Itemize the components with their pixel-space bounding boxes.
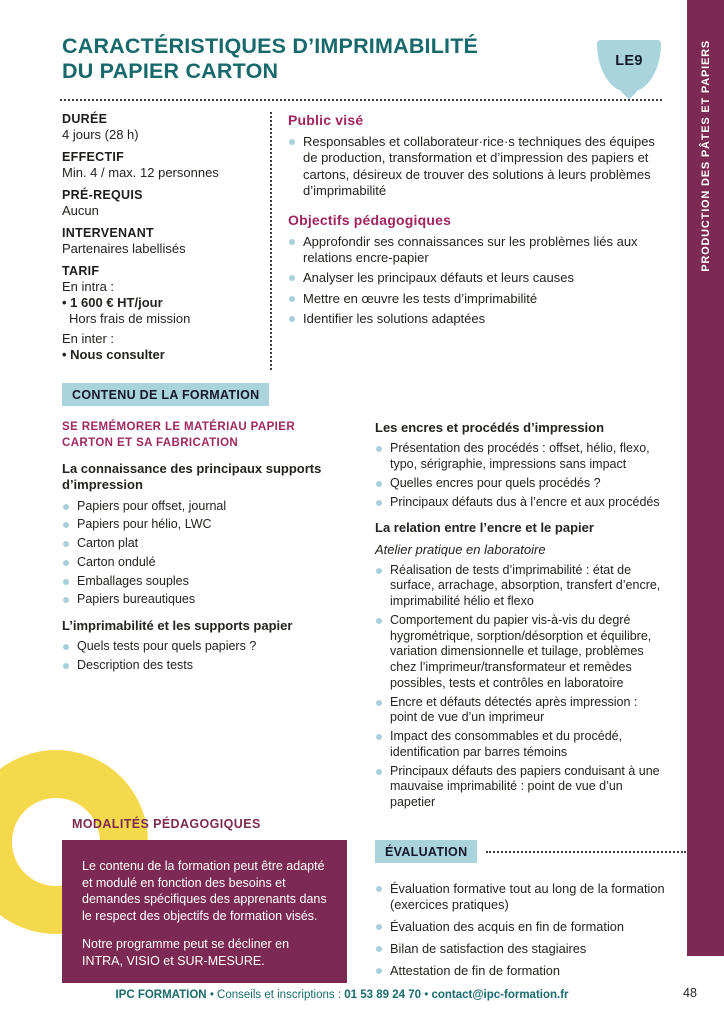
bullet-icon <box>289 139 295 145</box>
header-dotted-rule <box>60 99 662 101</box>
category-label: PRODUCTION DES PÂTES ET PAPIERS <box>699 40 712 272</box>
footer-brand: IPC FORMATION <box>115 989 207 1001</box>
program-list <box>375 441 666 510</box>
evaluation-badge: ÉVALUATION <box>375 840 477 863</box>
bullet-icon <box>376 924 382 930</box>
bullet-text: Quels tests pour quels papiers ? <box>77 639 257 654</box>
footer-email: contact@ipc-formation.fr <box>431 989 569 1001</box>
bullet-icon <box>289 296 295 302</box>
tarif-block <box>62 264 270 362</box>
bullet-item <box>375 563 666 610</box>
bullet-icon <box>376 700 382 706</box>
bullet-icon <box>63 522 69 528</box>
page-number: 48 <box>683 986 697 1000</box>
modalites-paragraph: Le contenu de la formation peut être adapté et modulé en fonction des besoins et demandes spécifiques des apprenants dans le respect des objectifs de formation visés. <box>82 859 327 923</box>
bullet-text: Carton ondulé <box>77 554 156 569</box>
bullet-icon <box>63 579 69 585</box>
bullet-icon <box>376 886 382 892</box>
bullet-icon <box>376 500 382 506</box>
bullet-text: Comportement du papier vis-à-vis du degré hygrométrique, sorption/désorption et équilibre, variation dimensionnelle et tuilage, problèmes chez l’imprimeur/transformateur et remèdes possibles, tests et contrôles en laboratoire <box>390 612 652 690</box>
bullet-text: Impact des consommables et du procédé, identification par barres témoins <box>390 729 623 759</box>
bullet-item <box>62 499 347 515</box>
bullet-item <box>62 639 347 655</box>
bullet-icon <box>63 644 69 650</box>
bullet-icon <box>376 769 382 775</box>
bullet-text: Bilan de satisfaction des stagiaires <box>390 941 587 957</box>
tarif-inter-value: • Nous consulter <box>62 347 270 362</box>
bullet-text: Analyser les principaux défauts et leurs causes <box>303 270 574 286</box>
bullet-text: Mettre en œuvre les tests d’imprimabilité <box>303 290 538 306</box>
bullet-icon <box>376 481 382 487</box>
audience-objectives-column <box>272 112 666 370</box>
fact-item <box>62 226 270 256</box>
contenu-formation-badge: CONTENU DE LA FORMATION <box>62 383 269 406</box>
bullet-icon <box>376 568 382 574</box>
tarif-intra-note: Hors frais de mission <box>69 311 191 326</box>
bullet-item <box>288 234 666 267</box>
fact-label: PRÉ-REQUIS <box>62 188 143 202</box>
bullet-icon <box>289 239 295 245</box>
bullet-text: Approfondir ses connaissances sur les problèmes liés aux relations encre-papier <box>303 233 638 265</box>
public-vise-heading: Public visé <box>288 112 364 128</box>
bullet-icon <box>376 734 382 740</box>
bullet-item <box>288 134 666 200</box>
fact-item <box>62 112 270 142</box>
course-code: LE9 <box>615 53 643 69</box>
bullet-icon <box>63 541 69 547</box>
evaluation-header <box>375 840 686 863</box>
bullet-icon <box>63 560 69 566</box>
program-section-heading: SE REMÉMORER LE MATÉRIAU PAPIER CARTON ET SA FABRICATION <box>62 421 296 449</box>
program-subtitle-italic: Atelier pratique en laboratoire <box>375 541 546 557</box>
bullet-icon <box>289 316 295 322</box>
bullet-text: Papiers pour offset, journal <box>77 498 227 513</box>
bullet-text: Quelles encres pour quels procédés ? <box>390 475 601 490</box>
bullet-icon <box>63 663 69 669</box>
tarif-inter-label: En inter : <box>62 331 115 346</box>
fact-item <box>62 188 270 218</box>
bullet-item <box>375 941 686 957</box>
bullet-text: Présentation des procédés : offset, hélio, flexo, typo, sérigraphie, impressions sans impact <box>390 441 650 471</box>
bullet-item <box>62 592 347 608</box>
facts-list <box>62 112 270 256</box>
fact-value: Min. 4 / max. 12 personnes <box>62 165 219 180</box>
footer-separator: • <box>209 989 214 1001</box>
evaluation-dotted-rule <box>486 851 686 853</box>
footer-separator: • <box>424 989 429 1001</box>
bullet-item <box>375 963 686 979</box>
bullet-icon <box>376 446 382 452</box>
bullet-text: Responsables et collaborateur·rice·s techniques des équipes de production, transformation et d’impression des papiers et cartons, désireux de trouver des solutions à leurs problèmes d’imprimabilité <box>303 134 655 199</box>
bullet-item <box>375 441 666 473</box>
fact-value: Partenaires labellisés <box>62 241 186 256</box>
bullet-text: Description des tests <box>77 658 194 673</box>
bullet-item <box>375 881 686 913</box>
bullet-icon <box>289 275 295 281</box>
bullet-item <box>62 536 347 552</box>
program-list <box>62 639 347 674</box>
bullet-item <box>375 695 666 727</box>
bullet-item <box>62 658 347 674</box>
tarif-intra-label: En intra : <box>62 279 115 294</box>
fact-item <box>62 150 270 180</box>
bullet-icon <box>376 946 382 952</box>
objectifs-heading: Objectifs pédagogiques <box>288 211 452 228</box>
page-title-line1: CARACTÉRISTIQUES D’IMPRIMABILITÉ <box>62 34 479 58</box>
course-facts-column <box>62 112 270 370</box>
bullet-text: Emballages souples <box>77 573 189 588</box>
bullet-text: Évaluation formative tout au long de la formation (exercices pratiques) <box>390 881 665 913</box>
bullet-item <box>375 764 666 811</box>
bullet-item <box>375 476 666 492</box>
bullet-item <box>288 311 666 327</box>
bullet-item <box>375 495 666 511</box>
program-list <box>375 563 666 811</box>
bullet-icon <box>376 618 382 624</box>
program-subheading: L’imprimabilité et les supports papier <box>62 618 293 634</box>
program-subheading: La connaissance des principaux supports d’impression <box>62 461 322 493</box>
bullet-item <box>62 517 347 533</box>
page-title-line2: DU PAPIER CARTON <box>62 59 279 84</box>
fact-value: Aucun <box>62 203 99 218</box>
fact-label: DURÉE <box>62 112 108 126</box>
bullet-icon <box>63 504 69 510</box>
footer-phone: 01 53 89 24 70 <box>344 989 421 1001</box>
bullet-item <box>288 291 666 307</box>
bullet-text: Carton plat <box>77 536 139 551</box>
footer-label: Conseils et inscriptions : <box>217 989 342 1001</box>
category-side-strip <box>687 0 724 956</box>
bullet-text: Réalisation de tests d’imprimabilité : état de surface, arrachage, absorption, transfert d’encre, imprimabilité hélio et flexo <box>390 562 661 608</box>
bullet-item <box>375 613 666 692</box>
bullet-text: Encre et défauts détectés après impression : point de vue d’un imprimeur <box>390 694 638 725</box>
bullet-item <box>288 270 666 286</box>
fact-label: INTERVENANT <box>62 226 154 240</box>
bullet-icon <box>376 968 382 974</box>
course-code-badge <box>597 40 661 92</box>
fact-value: 4 jours (28 h) <box>62 127 139 142</box>
bullet-icon <box>63 597 69 603</box>
program-subheading: La relation entre l’encre et le papier <box>375 520 594 536</box>
program-right-column <box>375 420 666 814</box>
footer-contact-line <box>62 989 622 1001</box>
bullet-text: Principaux défauts des papiers conduisant à une mauvaise imprimabilité : point de vue d’un papetier <box>390 763 660 809</box>
evaluation-section <box>375 840 686 986</box>
bullet-text: Attestation de fin de formation <box>390 963 561 979</box>
bullet-text: Papiers pour hélio, LWC <box>77 517 212 532</box>
bullet-item <box>62 555 347 571</box>
public-vise-list <box>288 134 666 200</box>
evaluation-list <box>375 881 686 980</box>
modalites-heading: MODALITÉS PÉDAGOGIQUES <box>72 817 261 831</box>
bullet-item <box>62 574 347 590</box>
page-title <box>62 34 478 84</box>
tarif-intra-price: • 1 600 € HT/jour <box>62 295 270 310</box>
bullet-text: Évaluation des acquis en fin de formation <box>390 919 625 935</box>
tarif-label: TARIF <box>62 264 100 278</box>
program-subheading: Les encres et procédés d’impression <box>375 420 605 435</box>
course-info-section <box>62 112 666 370</box>
fact-label: EFFECTIF <box>62 150 125 164</box>
objectifs-list <box>288 234 666 328</box>
program-content-section <box>62 420 666 814</box>
program-left-column <box>62 420 347 814</box>
modalites-paragraph: Notre programme peut se décliner en INTRA, VISIO et SUR-MESURE. <box>82 937 290 968</box>
bullet-item <box>375 919 686 935</box>
bullet-text: Identifier les solutions adaptées <box>303 311 486 326</box>
bullet-text: Papiers bureautiques <box>77 592 196 607</box>
modalites-box <box>62 840 347 983</box>
program-list <box>62 499 347 609</box>
bullet-text: Principaux défauts dus à l’encre et aux procédés <box>390 494 660 509</box>
bullet-item <box>375 729 666 761</box>
